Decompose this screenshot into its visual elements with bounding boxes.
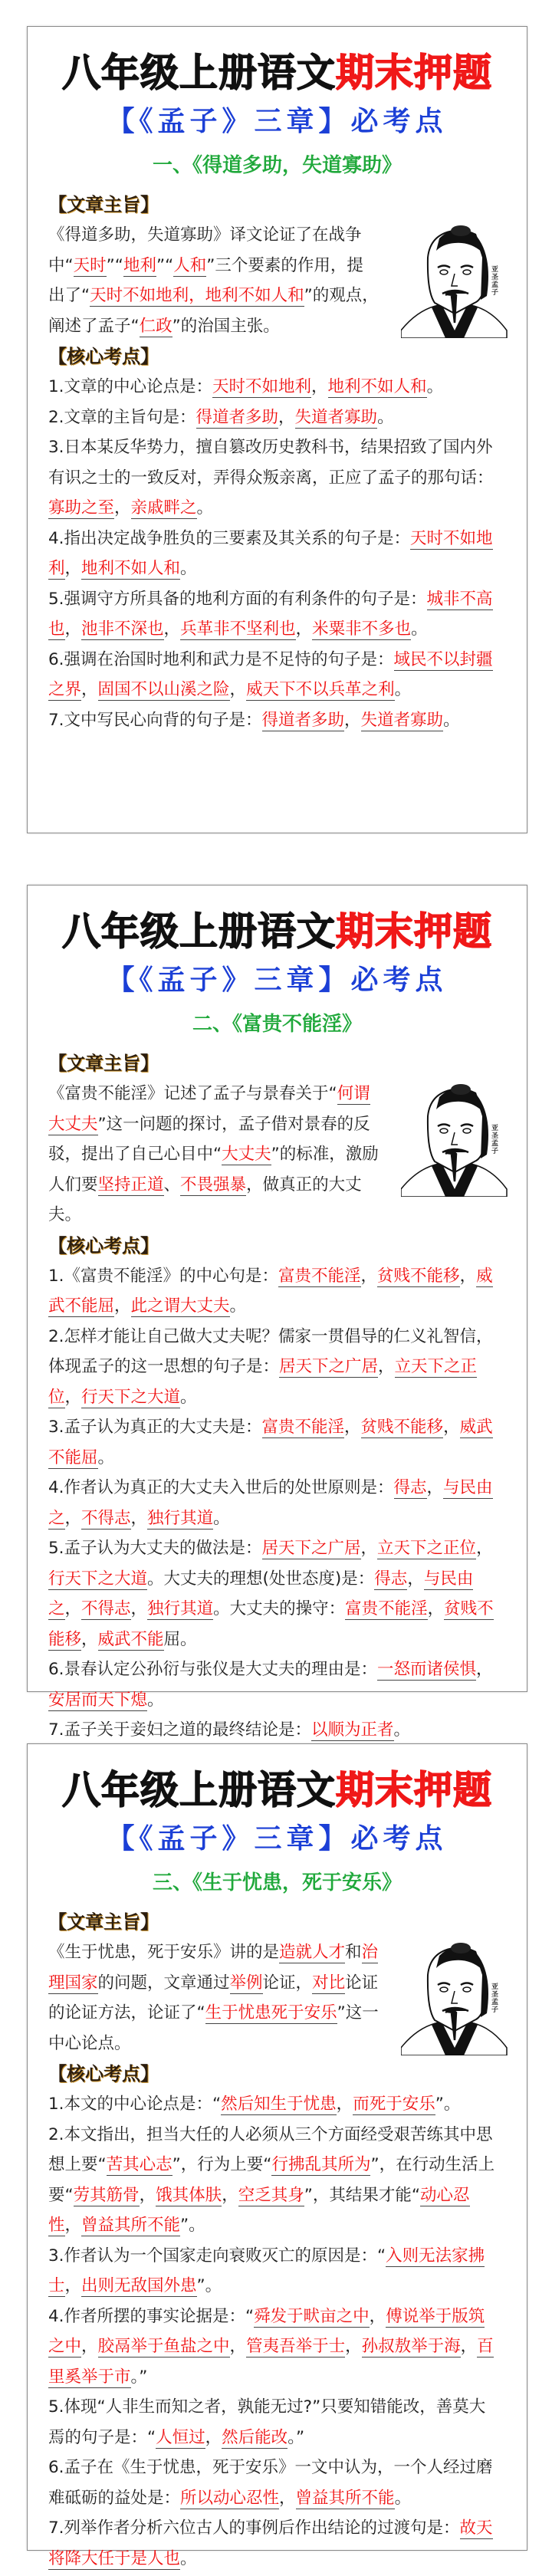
- body-text: 论证的论证方法，论证了“: [48, 1973, 379, 2022]
- question-text: 。: [180, 559, 197, 578]
- question-text: 5.体现“人非生而知之者，孰能无过?”只要知错能改，善莫大焉的句子是：“: [48, 2397, 486, 2447]
- answer-text: 造就人才: [279, 1943, 346, 1962]
- question-text: 7.孟子关于妾妇之道的最终结论是：: [48, 1720, 312, 1740]
- answer-text: 寡助之至: [48, 498, 115, 518]
- answer-text: 然后知生于忧患: [221, 2095, 337, 2114]
- answer-text: 得志: [393, 1478, 427, 1497]
- keypoint-item: [48, 2120, 501, 2241]
- answer-text: 入则无法家拂士: [48, 2246, 485, 2295]
- question-text: ，: [360, 1539, 378, 1558]
- body-text: ”这一问题的探讨，孟子借对景春的反驳，提出了自己心目中“: [48, 1114, 370, 1164]
- question-text: 。: [97, 1447, 115, 1467]
- answer-text: 威天下不以兵革之利: [246, 680, 395, 699]
- question-text: ，: [130, 1508, 148, 1528]
- question-text: 1.《富贵不能淫》的中心句是：: [48, 1266, 279, 1286]
- question-text: 4.作者认为真正的大丈夫入世后的处世原则是：: [48, 1478, 394, 1497]
- question-text: 。: [147, 1690, 164, 1710]
- question-text: ，: [114, 1296, 131, 1316]
- answer-text: 米粟非不多也: [312, 619, 412, 639]
- keypoint-item: [48, 584, 501, 645]
- question-text: ，: [460, 2337, 478, 2356]
- subtitle: 【《孟子》三章】必考点: [107, 105, 448, 137]
- question-text: ”。: [196, 2276, 222, 2295]
- keypoint-item: [48, 1261, 501, 1322]
- page-card: [27, 885, 527, 1740]
- keypoint-item: [48, 2089, 501, 2120]
- answer-text: 人恒过: [156, 2427, 205, 2447]
- question-text: 4.作者所摆的事实论据是：“: [48, 2306, 255, 2326]
- question-text: ，: [81, 2337, 98, 2356]
- answer-text: 得志: [374, 1569, 408, 1589]
- answer-text: 与民由之: [48, 1569, 474, 1618]
- question-text: ，: [114, 498, 131, 518]
- answer-text: 固国不以山溪之险: [97, 680, 230, 699]
- question-text: 7.文中写民心向背的句子是：: [48, 710, 262, 730]
- question-text: ，: [139, 2185, 156, 2205]
- question-text: ”，其结果才能“: [304, 2185, 420, 2205]
- question-text: ，: [222, 2185, 238, 2205]
- answer-text: 池非不深也: [81, 619, 164, 639]
- question-text: ，: [64, 2276, 82, 2295]
- answer-text: 仁政: [139, 316, 172, 336]
- answer-text: 得道者多助: [196, 407, 279, 427]
- question-text: 3.作者认为一个国家走向衰败灭亡的原因是：“: [48, 2246, 386, 2266]
- question-text: ，: [81, 1629, 98, 1649]
- portrait: [401, 223, 508, 338]
- question-text: ，: [336, 2095, 353, 2114]
- answer-text: 傅说举于版筑之中: [48, 2306, 485, 2356]
- keypoint-item: [48, 2392, 501, 2453]
- keypoint-item: [48, 372, 501, 402]
- answer-text: 坚持正道: [97, 1175, 164, 1194]
- answer-text: 行拂乱其所为: [271, 2155, 371, 2174]
- page-title: [28, 1769, 527, 1812]
- question-text: 。: [377, 407, 394, 427]
- answer-text: 人和: [173, 255, 207, 275]
- question-text: 。: [180, 1387, 197, 1407]
- question-text: ，: [229, 680, 247, 699]
- answer-text: 立天下之正位: [48, 1357, 478, 1407]
- answer-text: 故天将降大任于是人也: [48, 2518, 493, 2568]
- keypoint-item: [48, 524, 501, 584]
- question-text: 1.文章的中心论点是：: [48, 377, 213, 396]
- title-main: 八年级上册语文: [62, 51, 336, 95]
- question-text: ，: [476, 1660, 493, 1679]
- answer-text: 地利: [123, 255, 156, 275]
- summary-paragraph: [48, 1937, 380, 2058]
- summary-heading: 【文章主旨】: [48, 1911, 159, 1933]
- answer-text: 地利不如人和: [81, 559, 181, 578]
- question-text: 1.本文的中心论点是：“: [48, 2095, 222, 2114]
- answer-text: 域民不以封疆之界: [48, 649, 493, 699]
- answer-text: 举例: [229, 1973, 263, 1993]
- page-card: [27, 26, 527, 833]
- question-text: ，: [345, 2337, 362, 2356]
- title-main: 八年级上册语文: [62, 1768, 336, 1812]
- keypoint-item: [48, 645, 501, 705]
- question-text: 2.怎样才能让自己做大丈夫呢？儒家一贯倡导的仁义礼智信，体现孟子的这一思想的句子是：: [48, 1326, 493, 1376]
- question-text: 6.景春认定公孙衍与张仪是大丈夫的理由是：: [48, 1660, 378, 1679]
- question-text: 5.强调守方所具备的地利方面的有利条件的句子是：: [48, 589, 427, 609]
- question-text: ”，行为上要“: [172, 2155, 272, 2174]
- summary-paragraph: [48, 220, 380, 341]
- answer-text: 贫贱不能移: [360, 1418, 444, 1437]
- portrait: [401, 1940, 508, 2055]
- question-text: 2.本文指出，担当大任的人必须从三个方面经受艰苦练其中思想上要“: [48, 2124, 493, 2174]
- answer-text: 出则无敌国外患: [81, 2276, 197, 2295]
- keypoint-item: [48, 1715, 501, 1746]
- question-text: 。: [393, 1720, 411, 1740]
- body-text: 《得道多助，失道寡助》译文论证了在战争中“: [48, 225, 362, 275]
- body-text: ”的观点，阐述了孟子“: [48, 286, 379, 336]
- keypoint-item: [48, 432, 501, 524]
- keypoint-item: [48, 1322, 501, 1413]
- answer-text: 贫贱不能移: [48, 1599, 494, 1649]
- answer-text: 城非不高也: [48, 589, 493, 639]
- page-content: [48, 1907, 501, 2574]
- question-text: 。: [229, 1296, 247, 1316]
- answer-text: 劳其筋骨: [73, 2185, 140, 2205]
- portrait-label: 亚圣孟子: [490, 265, 498, 296]
- question-text: 。: [394, 2488, 412, 2508]
- keypoint-item: [48, 402, 501, 433]
- title-highlight: 期末押题: [336, 1768, 492, 1812]
- answer-text: 生于忧患死于安乐: [205, 2003, 337, 2022]
- title-highlight: 期末押题: [336, 51, 492, 95]
- question-text: ，: [130, 1599, 148, 1618]
- question-text: 3.日本某反华势力，擅自篡改历史教科书，结果招致了国内外有识之士的一致反对，弄得众叛亲离，正应了孟子的那句话：: [48, 438, 494, 488]
- page-title: [28, 910, 527, 953]
- summary-heading: 【文章主旨】: [48, 1053, 159, 1074]
- keypoint-item: [48, 1473, 501, 1533]
- question-text: 。: [180, 2548, 197, 2568]
- section-title: 三、《生于忧患，死于安乐》: [152, 1871, 402, 1894]
- answer-text: 动心忍性: [48, 2185, 470, 2235]
- answer-text: 大丈夫: [222, 1145, 271, 1164]
- page-content: [48, 1048, 501, 1746]
- question-text: 。大丈夫的操守：: [213, 1599, 346, 1618]
- keypoint-item: [48, 2241, 501, 2302]
- answer-text: 治理国家: [48, 1943, 379, 1993]
- portrait: [401, 1082, 508, 1197]
- answer-text: 而死于安乐: [353, 2095, 435, 2114]
- answer-text: 天时: [73, 255, 107, 275]
- keypoint-item: [48, 2302, 501, 2393]
- question-text: ，: [311, 377, 328, 396]
- answer-text: 亲戚畔之: [130, 498, 197, 518]
- question-text: ，: [205, 2427, 222, 2447]
- answer-text: 失道者寡助: [360, 710, 444, 730]
- answer-text: 一怒而诸侯惧: [377, 1660, 477, 1679]
- question-text: 。: [443, 710, 460, 730]
- question-text: ”，在行动生活上要“: [48, 2155, 495, 2205]
- subtitle: 【《孟子》三章】必考点: [107, 1822, 448, 1855]
- question-text: ，: [369, 2306, 386, 2326]
- body-text: 的问题，文章通过: [97, 1973, 230, 1993]
- body-text: 和: [345, 1943, 362, 1962]
- question-text: ，: [278, 407, 295, 427]
- answer-text: 天时不如地利: [212, 377, 312, 396]
- question-text: ，: [459, 1266, 477, 1286]
- answer-text: 独行其道: [147, 1508, 214, 1528]
- question-text: ，: [476, 1539, 493, 1558]
- answer-text: 天时不如地利，地利不如人和: [90, 286, 304, 305]
- keypoints-heading: 【核心考点】: [48, 1234, 159, 1257]
- question-text: ，: [279, 2488, 296, 2508]
- answer-text: 何谓大丈夫: [48, 1084, 370, 1134]
- answer-text: 对比: [312, 1973, 346, 1993]
- body-text: 论证，: [262, 1973, 313, 1993]
- question-text: ，: [407, 1569, 424, 1589]
- question-text: 2.文章的主旨句是：: [48, 407, 196, 427]
- answer-text: 舜发于畎亩之中: [254, 2306, 370, 2326]
- answer-text: 得道者多助: [261, 710, 345, 730]
- question-text: ，: [229, 2337, 247, 2356]
- answer-text: 威武不能屈: [48, 1266, 493, 1316]
- body-text: ”这一中心论点。: [48, 2003, 379, 2053]
- question-text: ，: [64, 2216, 82, 2235]
- question-text: ，: [427, 1599, 445, 1618]
- summary-paragraph: [48, 1079, 380, 1230]
- question-text: ，: [295, 619, 313, 639]
- page-card: [27, 1743, 527, 2568]
- answer-text: 行天下之大道: [81, 1387, 181, 1407]
- answer-text: 立天下之正位: [377, 1539, 477, 1558]
- answer-text: 居天下之广居: [261, 1539, 361, 1558]
- body-text: ”的标准，激励人们要: [48, 1145, 379, 1194]
- section-title: 二、《富贵不能淫》: [192, 1013, 362, 1036]
- answer-text: 不得志: [81, 1599, 131, 1618]
- question-text: ，: [64, 1387, 82, 1407]
- body-text: ，做真正的大丈夫。: [48, 1175, 362, 1224]
- answer-text: 管夷吾举于士: [246, 2337, 346, 2356]
- answer-text: 居天下之广居: [279, 1357, 379, 1376]
- question-text: ，: [64, 1599, 82, 1618]
- question-text: ，: [64, 619, 82, 639]
- answer-text: 曾益其所不能: [81, 2216, 181, 2235]
- answer-text: 富贵不能淫: [345, 1599, 428, 1618]
- answer-text: 行天下之大道: [48, 1569, 148, 1589]
- answer-text: 富贵不能淫: [278, 1266, 361, 1286]
- keypoint-item: [48, 1533, 501, 1654]
- answer-text: 安居而天下熄: [48, 1690, 148, 1710]
- answer-text: 富贵不能淫: [261, 1418, 345, 1437]
- question-text: 7.列举作者分析六位古人的事例后作出结论的过渡句是：: [48, 2518, 460, 2538]
- question-text: 。: [394, 680, 412, 699]
- answer-text: 胶鬲举于鱼盐之中: [97, 2337, 230, 2356]
- answer-text: 此之谓大丈夫: [130, 1296, 230, 1316]
- question-text: 。”: [130, 2367, 148, 2387]
- answer-text: 威武不能屈: [48, 1418, 493, 1467]
- title-highlight: 期末押题: [336, 909, 492, 954]
- question-text: ，: [426, 1478, 444, 1497]
- keypoints-heading: 【核心考点】: [48, 346, 159, 367]
- answer-text: 兵革非不坚利也: [180, 619, 296, 639]
- answer-text: 失道者寡助: [294, 407, 378, 427]
- answer-text: 孙叔敖举于海: [361, 2337, 461, 2356]
- question-text: 4.指出决定战争胜负的三要素及其关系的句子是：: [48, 528, 411, 548]
- answer-text: 天时不如地利: [48, 528, 493, 578]
- answer-text: 不畏强暴: [180, 1175, 247, 1194]
- question-text: ，: [360, 1266, 378, 1286]
- question-text: ，: [378, 1357, 395, 1376]
- answer-text: 曾益其所不能: [295, 2488, 395, 2508]
- question-text: 6.强调在治国时地利和武力是不足恃的句子是：: [48, 649, 394, 669]
- keypoint-item: [48, 1654, 501, 1715]
- question-text: ，: [344, 1418, 361, 1437]
- question-text: 6.孟子在《生于忧患，死于安乐》一文中认为，一个人经过磨难砥砺的益处是：: [48, 2458, 493, 2508]
- answer-text: 百里奚举于市: [48, 2337, 494, 2387]
- question-text: ，: [163, 619, 181, 639]
- body-text: 《富贵不能淫》记述了孟子与景春关于“: [48, 1084, 337, 1103]
- question-text: 。”: [288, 2427, 305, 2447]
- subtitle: 【《孟子》三章】必考点: [107, 964, 448, 996]
- question-text: 3.孟子认为真正的大丈夫是：: [48, 1418, 262, 1437]
- question-text: 。: [411, 619, 428, 639]
- page-title: [28, 51, 527, 94]
- answer-text: 然后能改: [222, 2427, 288, 2447]
- answer-text: 独行其道: [147, 1599, 214, 1618]
- answer-text: 所以动心忍性: [180, 2488, 280, 2508]
- question-text: 。大丈夫的理想(处世态度)是：: [147, 1569, 375, 1589]
- answer-text: 不得志: [81, 1508, 131, 1528]
- question-text: ，: [344, 710, 361, 730]
- answer-text: 饿其体肤: [156, 2185, 222, 2205]
- question-text: ”。: [435, 2095, 461, 2114]
- question-text: 。: [426, 377, 444, 396]
- question-text: ，: [443, 1418, 460, 1437]
- body-text: 《生于忧患，死于安乐》讲的是: [48, 1943, 280, 1962]
- body-text: ”的治国主张。: [172, 316, 280, 336]
- answer-text: 以顺为正者: [311, 1720, 394, 1740]
- keypoint-item: [48, 2453, 501, 2513]
- keypoint-item: [48, 2513, 501, 2574]
- answer-text: 地利不如人和: [327, 377, 427, 396]
- question-text: 。: [196, 498, 214, 518]
- body-text: 、: [163, 1175, 181, 1194]
- question-text: ，: [64, 1508, 82, 1528]
- keypoint-item: [48, 1412, 501, 1473]
- question-text: 。: [213, 1508, 230, 1528]
- keypoints-heading: 【核心考点】: [48, 2063, 159, 2085]
- page-content: [48, 189, 501, 735]
- portrait-label: 亚圣孟子: [490, 1124, 498, 1155]
- answer-text: 苦其心志: [106, 2155, 172, 2174]
- question-text: 屈。: [163, 1629, 197, 1649]
- question-text: ，: [81, 680, 98, 699]
- section-title: 一、《得道多助，失道寡助》: [152, 154, 402, 177]
- portrait-label: 亚圣孟子: [490, 1983, 498, 2013]
- question-text: ”。: [180, 2216, 205, 2235]
- body-text: ”三个要素的作用，提出了“: [48, 255, 363, 305]
- answer-text: 空乏其身: [238, 2185, 304, 2205]
- answer-text: 贫贱不能移: [377, 1266, 460, 1286]
- body-text: ”“: [156, 255, 174, 275]
- title-main: 八年级上册语文: [62, 909, 336, 954]
- answer-text: 威武不能: [97, 1629, 164, 1649]
- question-text: ，: [64, 559, 82, 578]
- keypoint-item: [48, 705, 501, 736]
- answer-text: 与民由之: [48, 1478, 493, 1528]
- question-text: 5.孟子认为大丈夫的做法是：: [48, 1539, 262, 1558]
- body-text: ”“: [106, 255, 123, 275]
- summary-heading: 【文章主旨】: [48, 194, 159, 215]
